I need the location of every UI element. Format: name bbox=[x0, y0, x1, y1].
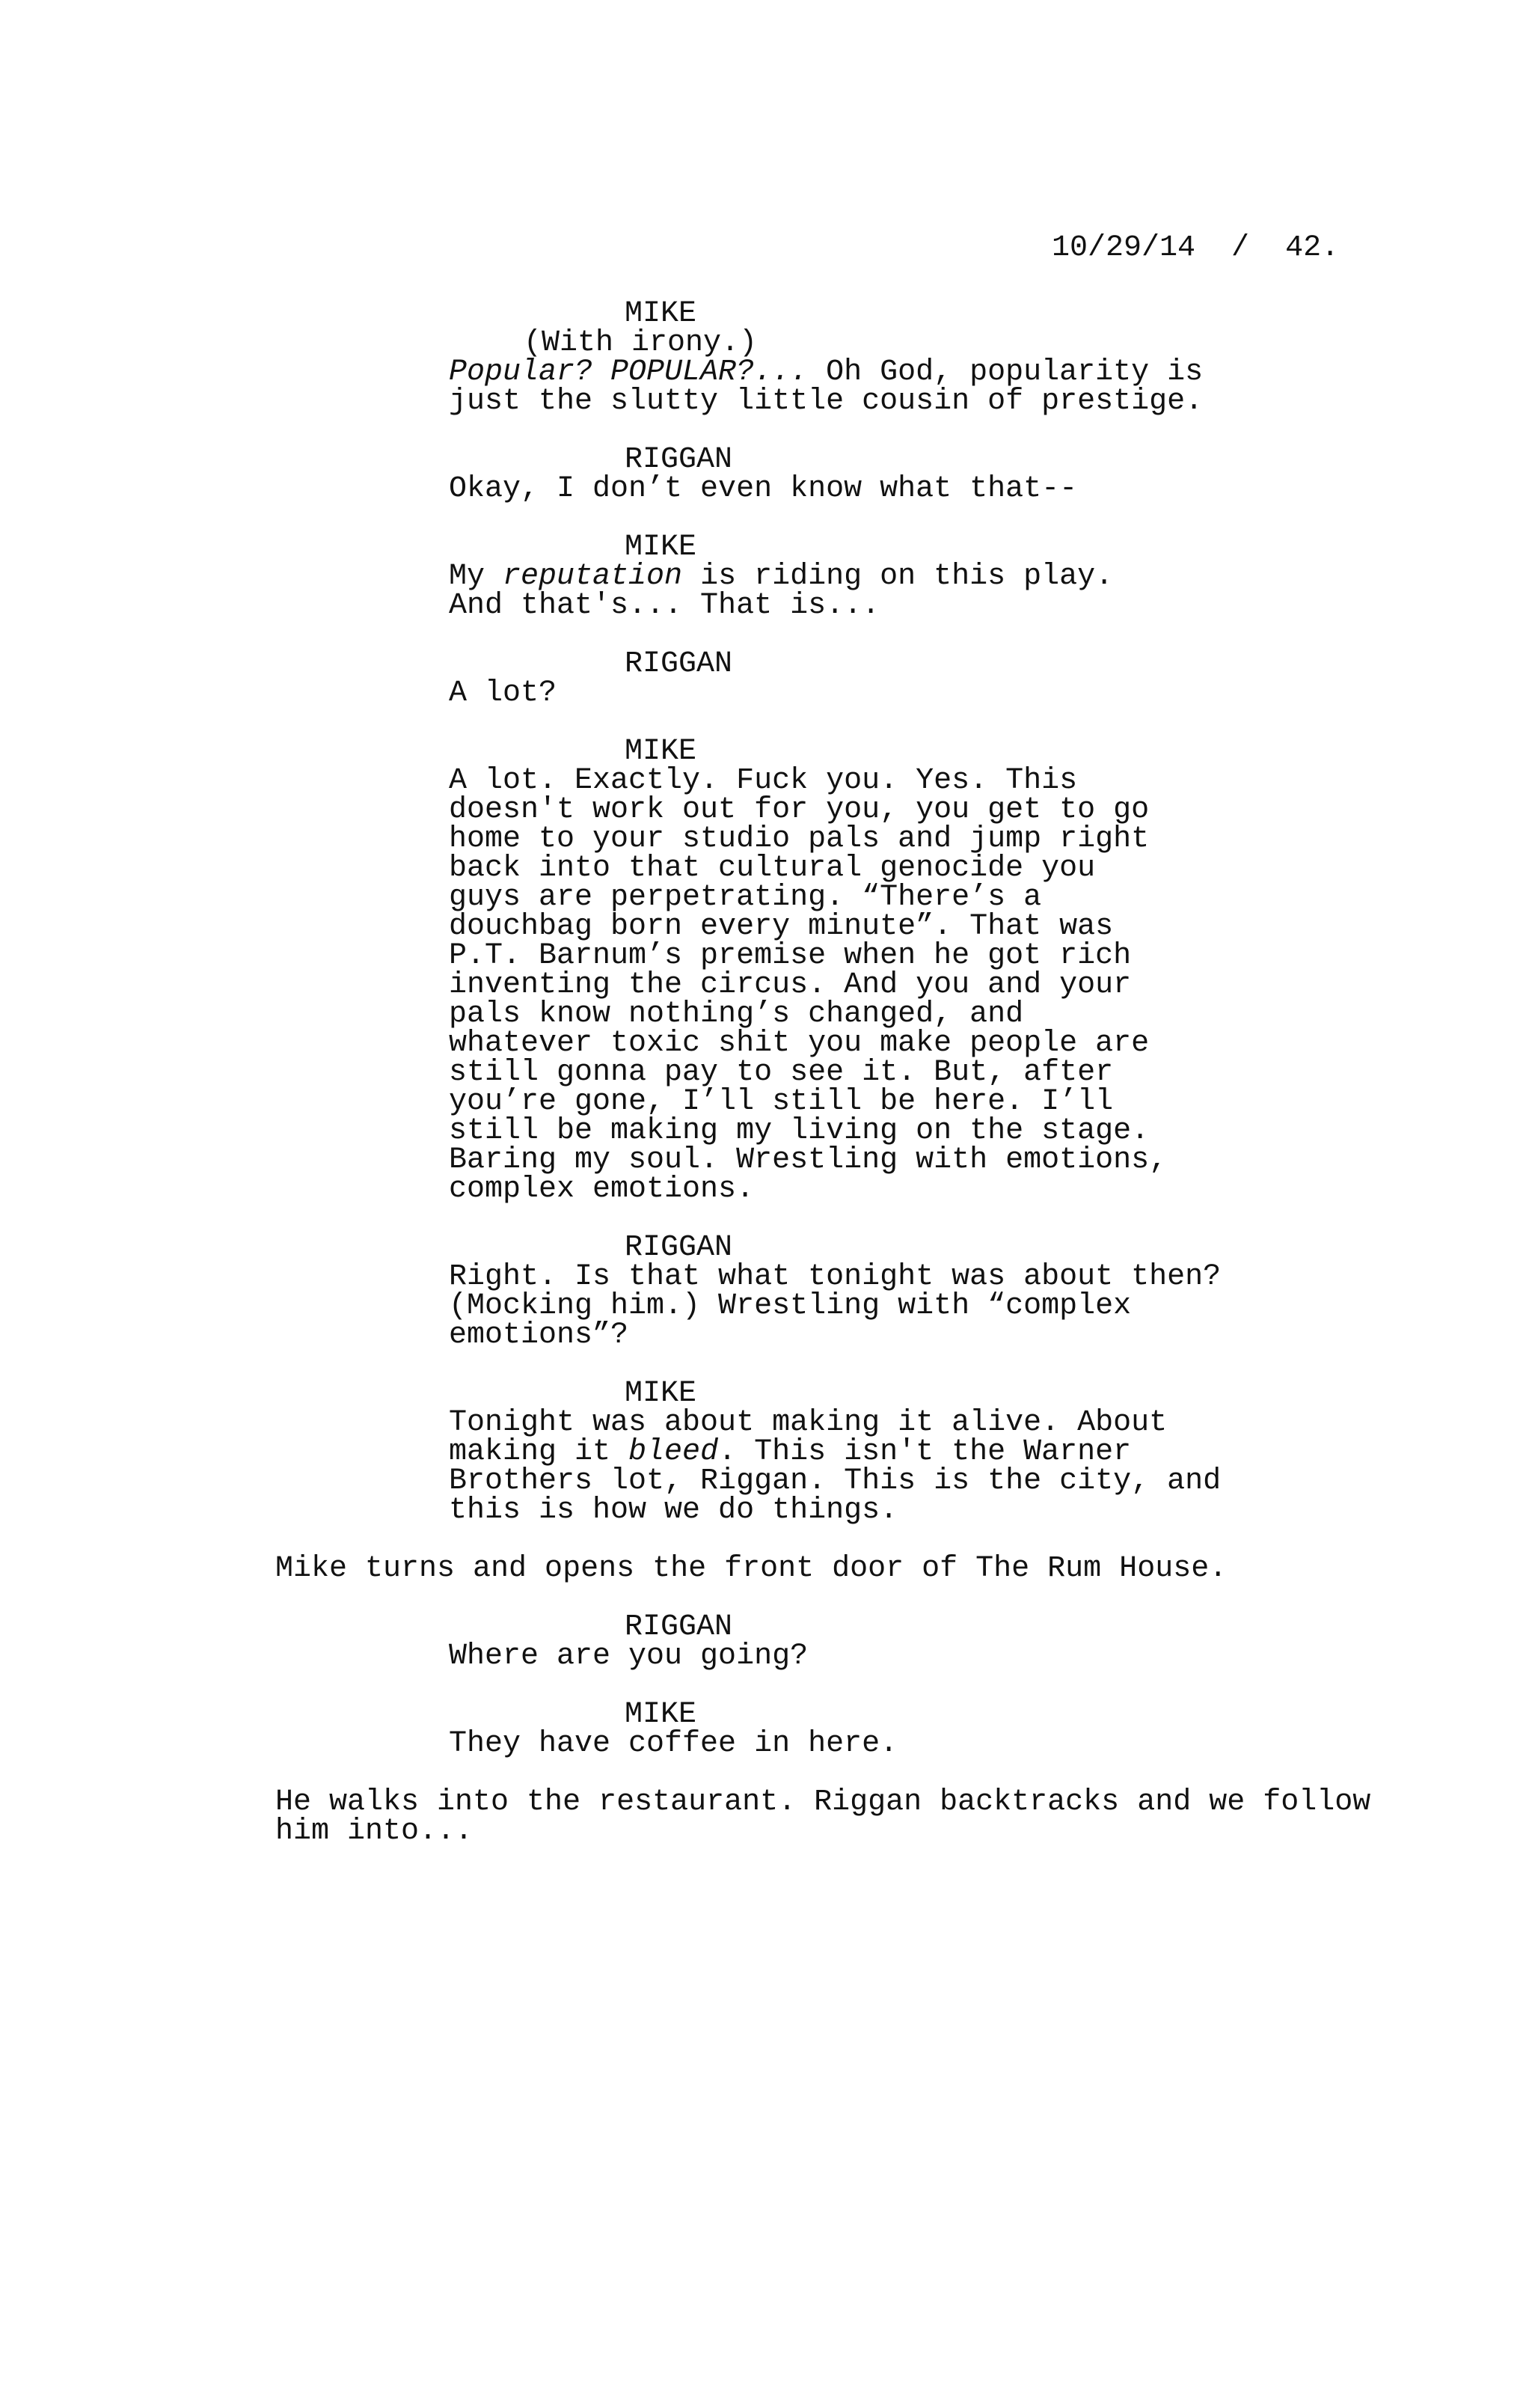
action-line: He walks into the restaurant. Riggan backtracks and we follow bbox=[275, 1785, 1371, 1819]
dialogue-line: emotions”? bbox=[449, 1318, 629, 1352]
dialogue-line: Baring my soul. Wrestling with emotions, bbox=[449, 1143, 1168, 1177]
dialogue-line: making it bleed. This isn't the Warner bbox=[449, 1435, 1132, 1469]
dialogue-line: you’re gone, I’ll still be here. I’ll bbox=[449, 1085, 1114, 1119]
dialogue-line: A lot? bbox=[449, 676, 557, 710]
character-name: RIGGAN bbox=[625, 647, 733, 681]
character-name: MIKE bbox=[625, 1377, 697, 1411]
dialogue-line: back into that cultural genocide you bbox=[449, 852, 1096, 885]
dialogue-line: this is how we do things. bbox=[449, 1494, 898, 1527]
dialogue-line: Right. Is that what tonight was about then? bbox=[449, 1260, 1222, 1294]
page-number: 42. bbox=[1285, 231, 1340, 265]
dialogue-emphasis: bleed bbox=[628, 1435, 719, 1469]
dialogue-line: inventing the circus. And you and your bbox=[449, 968, 1132, 1002]
character-name: MIKE bbox=[625, 735, 697, 768]
dialogue-emphasis: Popular? POPULAR?... bbox=[449, 355, 809, 389]
dialogue-line: douchbag born every minute”. That was bbox=[449, 910, 1114, 944]
dialogue-line: complex emotions. bbox=[449, 1173, 755, 1206]
dialogue-line: guys are perpetrating. “There’s a bbox=[449, 881, 1042, 914]
dialogue-line: P.T. Barnum’s premise when he got rich bbox=[449, 939, 1132, 973]
dialogue-emphasis: reputation bbox=[503, 560, 683, 593]
dialogue-line: doesn't work out for you, you get to go bbox=[449, 793, 1150, 827]
dialogue-line: home to your studio pals and jump right bbox=[449, 822, 1150, 856]
dialogue-line: Brothers lot, Riggan. This is the city, and bbox=[449, 1464, 1222, 1498]
character-name: RIGGAN bbox=[625, 1231, 733, 1265]
dialogue-line: Tonight was about making it alive. About bbox=[449, 1406, 1168, 1440]
dialogue-line: pals know nothing’s changed, and bbox=[449, 997, 1024, 1031]
dialogue-line: just the slutty little cousin of prestige. bbox=[449, 385, 1204, 418]
dialogue-line: My reputation is riding on this play. bbox=[449, 560, 1114, 593]
action-line: him into... bbox=[275, 1815, 474, 1848]
dialogue-line: Where are you going? bbox=[449, 1640, 809, 1673]
dialogue-line: And that's... That is... bbox=[449, 589, 880, 623]
dialogue-line: (Mocking him.) Wrestling with “complex bbox=[449, 1289, 1132, 1323]
page-header bbox=[1052, 233, 1339, 263]
dialogue-line: still be making my living on the stage. bbox=[449, 1114, 1150, 1148]
dialogue-line: Okay, I don’t even know what that-- bbox=[449, 472, 1078, 506]
character-name: RIGGAN bbox=[625, 443, 733, 477]
character-name: MIKE bbox=[625, 531, 697, 564]
revision-date: 10/29/14 bbox=[1052, 231, 1196, 265]
character-name: MIKE bbox=[625, 297, 697, 331]
character-name: RIGGAN bbox=[625, 1610, 733, 1644]
dialogue-line: Popular? POPULAR?... Oh God, popularity is bbox=[449, 355, 1204, 389]
action-line: Mike turns and opens the front door of The Rum House. bbox=[275, 1552, 1228, 1586]
header-separator: / bbox=[1231, 231, 1250, 265]
dialogue-line: still gonna pay to see it. But, after bbox=[449, 1056, 1114, 1090]
character-name: MIKE bbox=[625, 1698, 697, 1732]
dialogue-line: A lot. Exactly. Fuck you. Yes. This bbox=[449, 764, 1078, 798]
dialogue-line: whatever toxic shit you make people are bbox=[449, 1027, 1150, 1060]
dialogue-line: They have coffee in here. bbox=[449, 1727, 898, 1761]
parenthetical: (With irony.) bbox=[524, 326, 758, 360]
